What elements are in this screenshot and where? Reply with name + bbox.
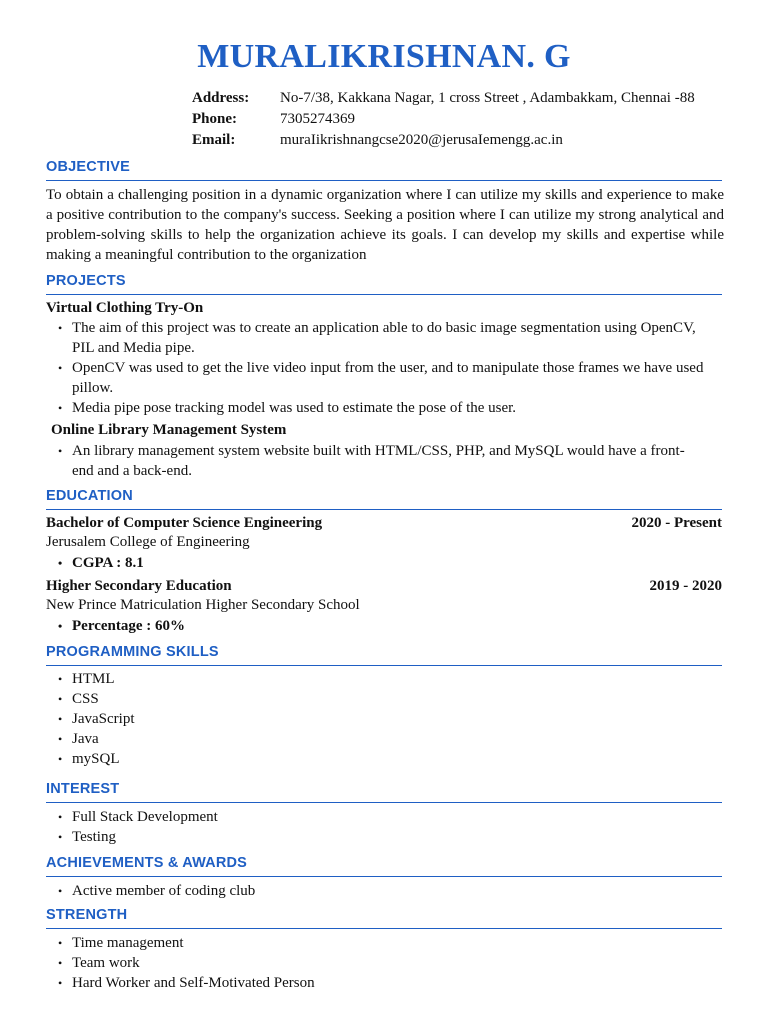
achievements-list (46, 881, 446, 901)
strength-list (46, 933, 546, 993)
section-title-projects: PROJECTS (46, 273, 126, 289)
section-title-achievements: ACHIEVEMENTS & AWARDS (46, 855, 248, 871)
list-item: • Percentage : 60% (46, 616, 446, 636)
address-row (192, 88, 695, 109)
school-name: Jerusalem College of Engineering (46, 534, 250, 550)
section-divider (46, 294, 722, 295)
section-title-objective: OBJECTIVE (46, 159, 130, 175)
degree-dates: 2019 - 2020 (649, 578, 722, 594)
section-title-education: EDUCATION (46, 488, 133, 504)
list-item: • Active member of coding club (46, 881, 446, 901)
phone-row (192, 109, 695, 130)
interest-list (46, 807, 446, 847)
email-label: Email: (192, 132, 236, 148)
list-item: • The aim of this project was to create an application able to do basic image segmentation using OpenCV, PIL and Media pipe. (46, 318, 706, 358)
list-item: • HTML (46, 669, 446, 689)
project-bullets (46, 318, 706, 418)
list-item: • Time management (46, 933, 546, 953)
section-title-skills: PROGRAMMING SKILLS (46, 644, 219, 660)
section-divider (46, 180, 722, 181)
list-item: • CSS (46, 689, 446, 709)
candidate-name: MURALIKRISHNAN. G (197, 38, 571, 75)
degree-dates: 2020 - Present (631, 515, 722, 531)
list-item: • Testing (46, 827, 446, 847)
email-row (192, 130, 695, 151)
project-title: Virtual Clothing Try-On (46, 300, 204, 316)
project-bullets (46, 441, 706, 481)
address-value: No-7/38, Kakkana Nagar, 1 cross Street , Adambakkam, Chennai -88 (280, 90, 695, 106)
school-name: New Prince Matriculation Higher Secondary School (46, 597, 360, 613)
phone-label: Phone: (192, 111, 237, 127)
section-title-interest: INTEREST (46, 781, 120, 797)
objective-text: To obtain a challenging position in a dynamic organization where I can utilize my skills and experience to make a positive contribution to the company's success. Seeking a position where I can utilize my strong analytical and problem-solving skills to help the organization achieve its goals. I can develop my skills and expertise while making a meaningful contribution to the organization (46, 187, 724, 263)
section-title-strength: STRENGTH (46, 907, 128, 923)
degree-title: Bachelor of Computer Science Engineering (46, 515, 323, 531)
list-item: • mySQL (46, 749, 446, 769)
section-divider (46, 509, 722, 510)
list-item: • Hard Worker and Self-Motivated Person (46, 973, 546, 993)
list-item: • An library management system website built with HTML/CSS, PHP, and MySQL would have a front-end and a back-end. (46, 441, 706, 481)
education-score-list (46, 616, 446, 636)
list-item: • Team work (46, 953, 546, 973)
list-item: • OpenCV was used to get the live video input from the user, and to manipulate those frames we have used pillow. (46, 358, 706, 398)
list-item: • Media pipe pose tracking model was used to estimate the pose of the user. (46, 398, 706, 418)
list-item: • JavaScript (46, 709, 446, 729)
section-divider (46, 665, 722, 666)
project-title: Online Library Management System (51, 422, 287, 438)
address-label: Address: (192, 90, 250, 106)
skills-list (46, 669, 446, 769)
phone-value: 7305274369 (280, 111, 355, 127)
section-divider (46, 802, 722, 803)
list-item: • CGPA : 8.1 (46, 553, 446, 573)
section-divider (46, 876, 722, 877)
degree-title: Higher Secondary Education (46, 578, 232, 594)
contact-block (192, 88, 695, 151)
list-item: • Java (46, 729, 446, 749)
list-item: • Full Stack Development (46, 807, 446, 827)
section-divider (46, 928, 722, 929)
education-score-list (46, 553, 446, 573)
email-value: muraIikrishnangcse2020@jerusaIemengg.ac.in (280, 132, 563, 148)
